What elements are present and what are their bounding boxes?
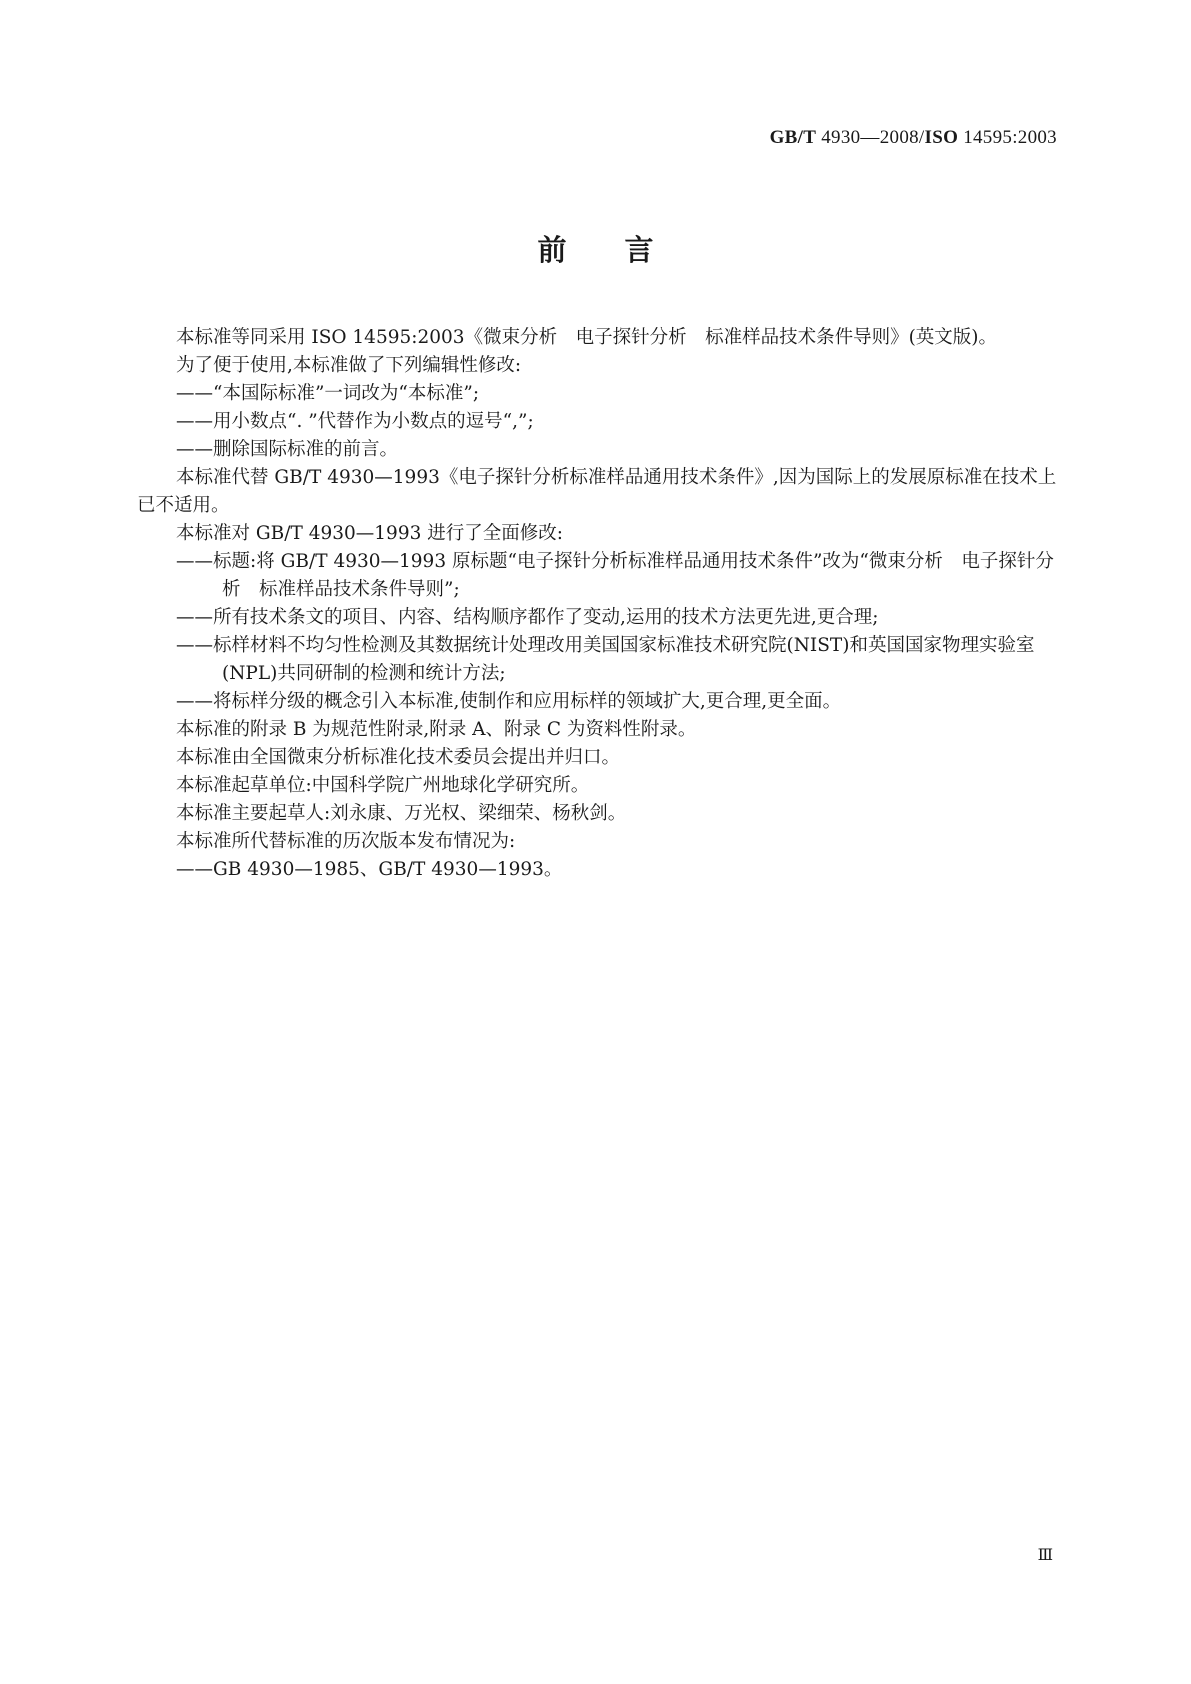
paragraph-revision-intro: 本标准对 GB/T 4930—1993 进行了全面修改: xyxy=(176,523,563,544)
list-item-editorial-2: ——用小数点“. ”代替作为小数点的逗号“,”; xyxy=(176,411,534,432)
list-item-revision-2: ——所有技术条文的项目、内容、结构顺序都作了变动,运用的技术方法更先进,更合理; xyxy=(176,607,879,628)
paragraph-history-intro: 本标准所代替标准的历次版本发布情况为: xyxy=(176,831,516,852)
paragraph-editorial-intro: 为了便于使用,本标准做了下列编辑性修改: xyxy=(176,355,522,376)
page-title: 前言 xyxy=(537,233,712,267)
standard-code-iso: ISO xyxy=(924,127,959,148)
list-item-history: ——GB 4930—1985、GB/T 4930—1993。 xyxy=(176,859,563,880)
paragraph-adoption: 本标准等同采用 ISO 14595:2003《微束分析 电子探针分析 标准样品技术条件导则》(英文版)。 xyxy=(176,327,998,348)
standard-code-header xyxy=(770,127,1057,149)
standard-code-number: 4930—2008/ xyxy=(816,127,925,148)
list-item-revision-4: ——将标样分级的概念引入本标准,使制作和应用标样的领域扩大,更合理,更全面。 xyxy=(176,691,842,712)
standard-code-iso-number: 14595:2003 xyxy=(958,127,1057,148)
page-number: Ⅲ xyxy=(1037,1547,1053,1564)
paragraph-drafters: 本标准主要起草人:刘永康、万光权、梁细荣、杨秋剑。 xyxy=(176,803,627,824)
list-item-revision-3: ——标样材料不均匀性检测及其数据统计处理改用美国国家标准技术研究院(NIST)和英国国家物理实验室(NPL)共同研制的检测和统计方法; xyxy=(176,635,1035,684)
paragraph-annexes: 本标准的附录 B 为规范性附录,附录 A、附录 C 为资料性附录。 xyxy=(176,719,697,740)
list-item-revision-1: ——标题:将 GB/T 4930—1993 原标题“电子探针分析标准样品通用技术条件”改为“微束分析 电子探针分析 标准样品技术条件导则”; xyxy=(176,551,1054,600)
paragraph-proposer: 本标准由全国微束分析标准化技术委员会提出并归口。 xyxy=(176,747,621,768)
paragraph-drafting-unit: 本标准起草单位:中国科学院广州地球化学研究所。 xyxy=(176,775,590,796)
standard-code-prefix: GB/T xyxy=(769,127,817,148)
list-item-editorial-1: ——“本国际标准”一词改为“本标准”; xyxy=(176,383,480,404)
foreword-body xyxy=(137,324,1057,884)
paragraph-replaces: 本标准代替 GB/T 4930—1993《电子探针分析标准样品通用技术条件》,因为国际上的发展原标准在技术上已不适用。 xyxy=(137,467,1057,516)
list-item-editorial-3: ——删除国际标准的前言。 xyxy=(176,439,399,460)
